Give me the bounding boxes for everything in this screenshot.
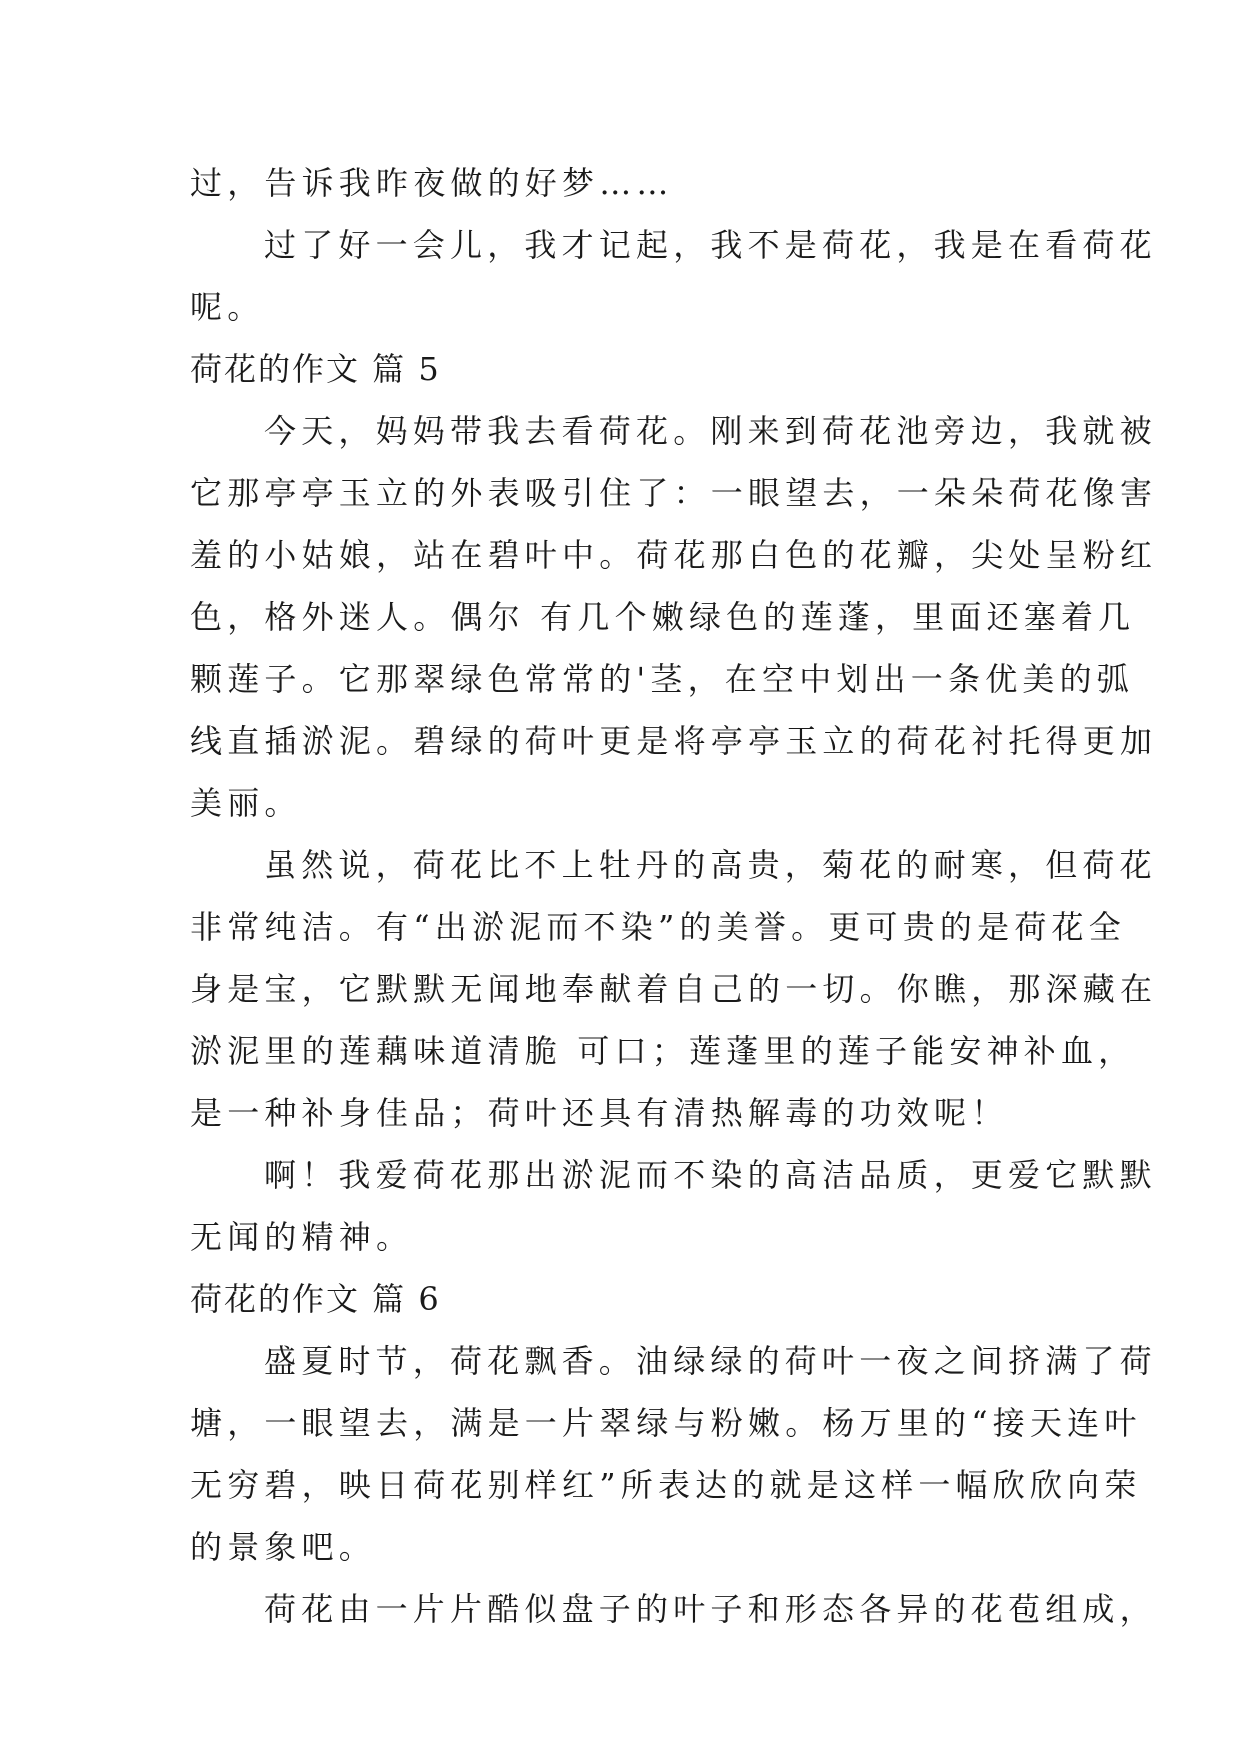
- paragraph-line: 过了好一会儿，我才记起，我不是荷花，我是在看荷花: [264, 226, 1157, 264]
- paragraph-line: 线直插淤泥。碧绿的荷叶更是将亭亭玉立的荷花衬托得更加: [190, 722, 1158, 760]
- paragraph-line: 淤泥里的莲藕味道清脆 可口；莲蓬里的莲子能安神补血，: [190, 1032, 1136, 1070]
- paragraph-line: 是一种补身佳品；荷叶还具有清热解毒的功效呢！: [190, 1094, 1009, 1132]
- paragraph-line: 无穷碧，映日荷花别样红”所表达的就是这样一幅欣欣向荣: [190, 1466, 1142, 1504]
- document-body: [190, 152, 1158, 1640]
- paragraph-line: 荷花由一片片酷似盘子的叶子和形态各异的花苞组成，: [264, 1590, 1157, 1628]
- paragraph-line: 的景象吧。: [190, 1528, 377, 1566]
- paragraph-line: 今天，妈妈带我去看荷花。刚来到荷花池旁边，我就被: [264, 412, 1157, 450]
- paragraph-line: 过，告诉我昨夜做的好梦……: [190, 164, 674, 202]
- paragraph-line: 啊！我爱荷花那出淤泥而不染的高洁品质，更爱它默默: [264, 1156, 1157, 1194]
- paragraph-line: 色，格外迷人。偶尔 有几个嫩绿色的莲蓬，里面还塞着几: [190, 598, 1136, 636]
- paragraph-line: 颗莲子。它那翠绿色常常的'茎，在空中划出一条优美的弧: [190, 660, 1134, 698]
- section-heading: 荷花的作文 篇 5: [190, 350, 441, 388]
- paragraph-line: 非常纯洁。有“出淤泥而不染”的美誉。更可贵的是荷花全: [190, 908, 1126, 946]
- paragraph-line: 无闻的精神。: [190, 1218, 414, 1256]
- paragraph-line: 塘，一眼望去，满是一片翠绿与粉嫩。杨万里的“接天连叶: [190, 1404, 1142, 1442]
- paragraph-line: 美丽。: [190, 784, 302, 822]
- paragraph-line: 盛夏时节，荷花飘香。油绿绿的荷叶一夜之间挤满了荷: [264, 1342, 1157, 1380]
- paragraph-line: 它那亭亭玉立的外表吸引住了：一眼望去，一朵朵荷花像害: [190, 474, 1158, 512]
- section-heading: 荷花的作文 篇 6: [190, 1280, 441, 1318]
- paragraph-line: 羞的小姑娘，站在碧叶中。荷花那白色的花瓣，尖处呈粉红: [190, 536, 1158, 574]
- paragraph-line: 身是宝，它默默无闻地奉献着自己的一切。你瞧，那深藏在: [190, 970, 1158, 1008]
- paragraph-line: 虽然说，荷花比不上牡丹的高贵，菊花的耐寒，但荷花: [264, 846, 1157, 884]
- paragraph-line: 呢。: [190, 288, 265, 326]
